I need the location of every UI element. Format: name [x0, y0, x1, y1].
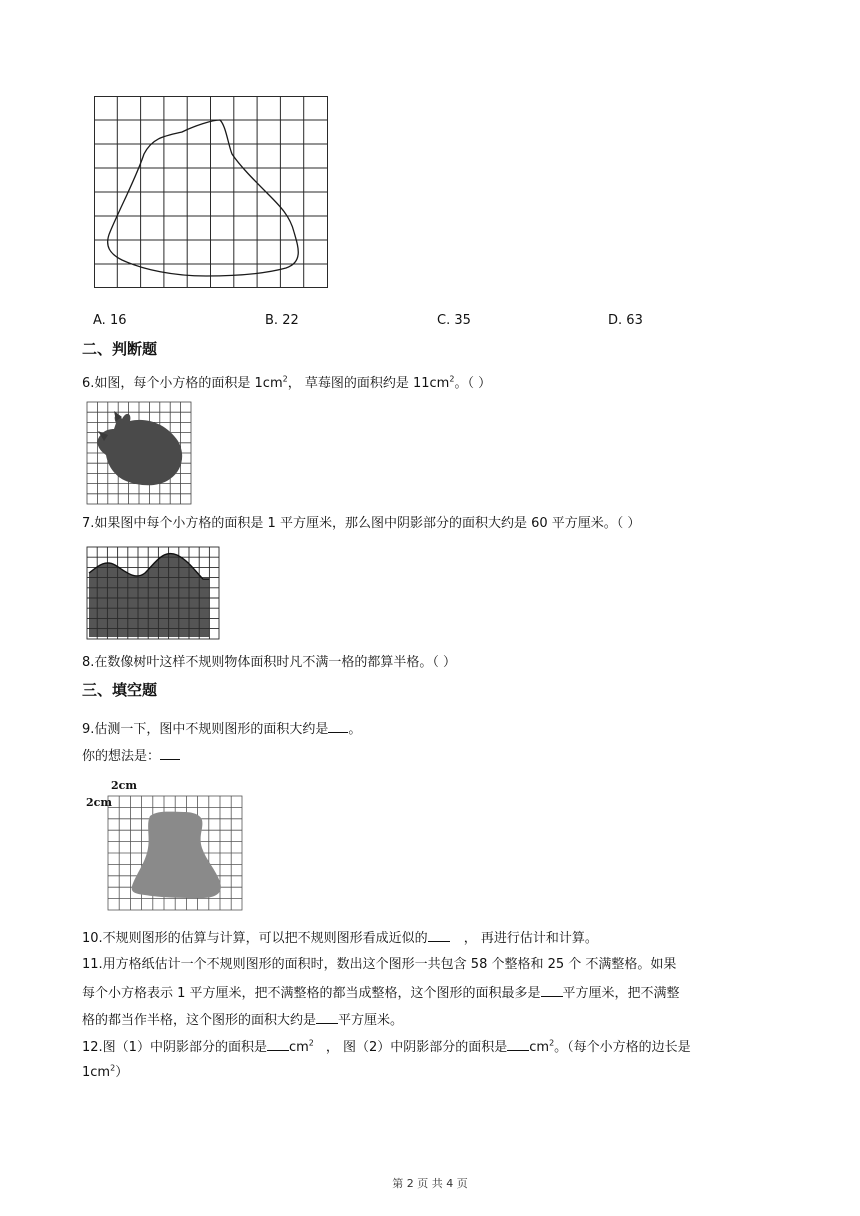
section-title-fill-in: 三、填空题	[82, 681, 158, 699]
option-c: C. 35	[437, 313, 471, 328]
answer-blank[interactable]	[507, 1036, 529, 1051]
question-12-line-2: $1cm^2$）	[82, 1063, 129, 1080]
shaded-area-figure	[85, 545, 221, 641]
page-footer: 第 2 页 共 4 页	[392, 1177, 468, 1190]
option-a: A. 16	[93, 313, 127, 328]
q5-grid-figure	[94, 96, 328, 288]
question-11-line-1: 11.用方格纸估计一个不规则图形的面积时，数出这个图形一共包含 58 个整格和 25 个 不满整格。如果	[82, 957, 677, 972]
scale-label-left: 2cm	[86, 796, 112, 809]
answer-blank[interactable]	[328, 718, 348, 733]
answer-blank[interactable]	[541, 982, 563, 997]
option-b: B. 22	[265, 313, 299, 328]
question-8: 8.在数像树叶这样不规则物体面积时凡不满一格的都算半格。（ ）	[82, 655, 457, 670]
question-7: 7.如果图中每个小方格的面积是 1 平方厘米，那么图中阴影部分的面积大约是 60 平方厘米。（ ）	[82, 516, 641, 531]
section-title-judgement: 二、判断题	[82, 340, 158, 358]
question-12: 12.图（1）中阴影部分的面积是 $cm^2$ ， 图（2）中阴影部分的面积是 $cm^2$。（每个小方格的边长是	[82, 1036, 691, 1058]
answer-blank[interactable]	[160, 745, 180, 760]
question-11-line-2: 每个小方格表示 1 平方厘米，把不满整格的都当成整格，这个图形的面积最多是 平方厘米，把不满整	[82, 982, 680, 1004]
answer-blank[interactable]	[267, 1036, 289, 1051]
question-9-reasoning: 你的想法是：	[82, 745, 180, 767]
answer-blank[interactable]	[316, 1009, 338, 1024]
strawberry-figure	[86, 401, 192, 505]
question-9: 9.估测一下，图中不规则图形的面积大约是 。	[82, 718, 361, 740]
option-d: D. 63	[608, 313, 643, 328]
scale-label-top: 2cm	[111, 779, 137, 792]
answer-blank[interactable]	[428, 927, 450, 942]
question-10: 10.不规则图形的估算与计算，可以把不规则图形看成近似的 ， 再进行估计和计算。	[82, 927, 598, 949]
question-11-line-3: 格的都当作半格，这个图形的面积大约是 平方厘米。	[82, 1009, 403, 1031]
question-6: 6.如图，每个小方格的面积是 $1cm^2$， 草莓图的面积约是 $11cm^2$。（ ）	[82, 374, 492, 391]
